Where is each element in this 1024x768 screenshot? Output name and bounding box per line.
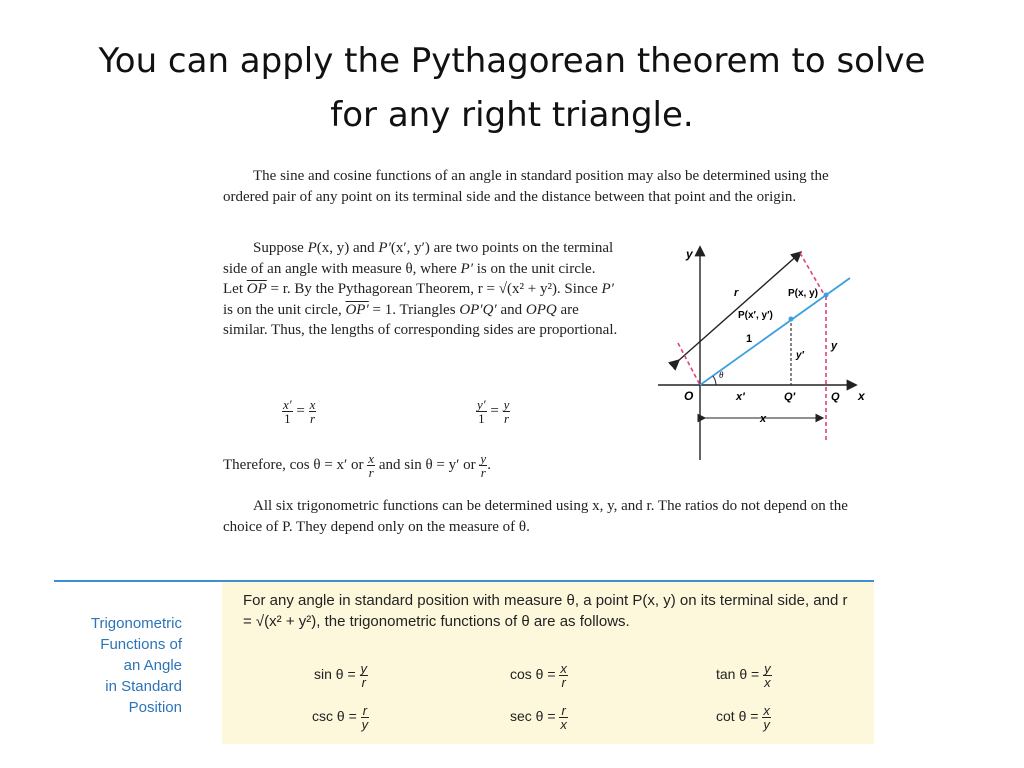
label-line: Trigonometric	[90, 615, 182, 632]
label-line: in Standard	[105, 678, 182, 695]
title-line-2: for any right triangle.	[330, 95, 694, 135]
fraction	[503, 398, 511, 425]
y-label: y	[831, 340, 838, 352]
slide-title	[0, 34, 1024, 142]
fraction	[559, 704, 568, 731]
conclusion-paragraph	[223, 496, 868, 537]
text: P	[307, 240, 317, 256]
text: are similar. Thus, the lengths of corresponding sides are proportional.	[223, 301, 618, 338]
one-label: 1	[746, 333, 753, 345]
title-line-1: You can apply the Pythagorean theorem to solve	[98, 41, 926, 81]
text: is on the unit circle,	[223, 301, 346, 318]
p-prime-label: P(x′, y′)	[738, 310, 773, 321]
denominator: y	[763, 717, 770, 732]
numerator: y	[503, 397, 510, 412]
x-axis-label: x	[858, 389, 865, 403]
equals: =	[486, 402, 503, 419]
denominator: r	[561, 675, 566, 690]
origin-label: O	[684, 389, 694, 403]
r-label: r	[734, 287, 739, 299]
sec-formula	[510, 704, 568, 731]
equals: =	[292, 402, 309, 419]
denominator: r	[368, 465, 374, 480]
numerator: x′	[283, 397, 292, 412]
numerator: x	[763, 703, 770, 718]
text: (x′, y′) are two points on the terminal side of an angle with measure θ, where	[223, 240, 614, 277]
numerator: r	[361, 704, 370, 718]
tan-formula	[716, 662, 772, 689]
function-name: csc θ =	[312, 708, 357, 725]
point-p-prime	[789, 317, 794, 322]
fraction	[360, 662, 369, 689]
numerator: x	[368, 451, 375, 466]
q-label: Q	[831, 391, 840, 403]
cos-formula	[510, 662, 568, 689]
therefore-paragraph	[223, 452, 663, 479]
text: OP′	[345, 301, 369, 318]
numerator: r	[559, 704, 568, 718]
function-name: sec θ =	[510, 708, 556, 725]
terminal-side-diagram	[650, 238, 880, 463]
key-concept-box	[222, 582, 874, 744]
intro-text: The sine and cosine functions of an angle in standard position may also be determined using the ordered pair of any point on its terminal side and the distance between that point and the origin.	[223, 168, 829, 205]
proportion-x	[282, 398, 316, 425]
numerator: y	[360, 661, 368, 676]
denominator: r	[503, 411, 510, 426]
proportion-y	[476, 398, 510, 425]
csc-formula	[312, 704, 369, 731]
y-prime-label: y′	[796, 350, 804, 361]
label-line: an Angle	[123, 657, 182, 674]
numerator: x	[309, 397, 316, 412]
numerator: y′	[477, 397, 486, 412]
text: P′	[601, 281, 614, 297]
denominator: y	[361, 717, 369, 732]
text: is on the unit circle. Let	[223, 260, 596, 297]
text: OPQ	[525, 301, 557, 318]
q-prime-label: Q′	[784, 391, 796, 403]
function-name: cot θ =	[716, 708, 759, 725]
denominator: r	[309, 411, 316, 426]
y-axis-label: y	[686, 247, 693, 261]
fraction	[367, 452, 375, 479]
denominator: 1	[478, 411, 485, 426]
fraction	[762, 704, 771, 731]
theta-arc	[713, 376, 716, 385]
text: = r. By the Pythagorean Theorem, r = √(x² + y²). Since	[266, 281, 602, 297]
denominator: r	[361, 675, 366, 690]
text: = 1. Triangles	[368, 301, 460, 318]
text: OP′Q′	[459, 301, 497, 318]
x-length-label: x	[760, 413, 767, 425]
text: .	[487, 456, 491, 473]
intro-paragraph	[223, 166, 863, 207]
numerator: x	[560, 661, 567, 676]
key-concept-label	[54, 613, 182, 718]
text: Suppose	[253, 240, 308, 256]
denominator: x	[764, 675, 771, 690]
theta-label: θ	[719, 370, 724, 380]
denominator: x	[560, 717, 567, 732]
fraction	[763, 662, 772, 689]
text: Therefore, cos θ = x′ or	[223, 456, 368, 473]
fraction	[361, 704, 370, 731]
r-segment	[678, 253, 800, 361]
text: $\overline{OP}$	[246, 281, 267, 297]
function-name: sin θ =	[314, 666, 356, 683]
function-name: cos θ =	[510, 666, 556, 683]
text: (x, y) and	[316, 240, 379, 256]
conclusion-text: All six trigonometric functions can be determined using x, y, and r. The ratios do not depend on the choice of P. They depend only on the measure of θ.	[223, 498, 848, 535]
fraction	[559, 662, 568, 689]
sin-formula	[314, 662, 368, 689]
x-prime-label: x′	[736, 391, 745, 403]
point-p	[824, 293, 829, 298]
numerator: y	[764, 661, 771, 676]
text: and	[496, 301, 526, 318]
numerator: y	[480, 451, 487, 466]
fraction	[309, 398, 317, 425]
function-name: tan θ =	[716, 666, 760, 683]
label-line: Functions of	[100, 636, 182, 653]
text: P′	[460, 260, 473, 277]
key-concept-text: For any angle in standard position with measure θ, a point P(x, y) on its terminal side, and r = √(x² + y²), the trigonometric functions of θ are as follows.	[243, 592, 848, 630]
p-label: P(x, y)	[788, 288, 819, 299]
fraction	[476, 398, 487, 425]
text: and sin θ = y′ or	[375, 456, 480, 473]
label-line: Position	[128, 699, 182, 716]
text: P′	[378, 240, 391, 256]
fraction	[282, 398, 293, 425]
denominator: 1	[284, 411, 291, 426]
cot-formula	[716, 704, 771, 731]
suppose-paragraph	[223, 238, 618, 341]
denominator: r	[480, 465, 486, 480]
dashed-line	[678, 343, 700, 385]
